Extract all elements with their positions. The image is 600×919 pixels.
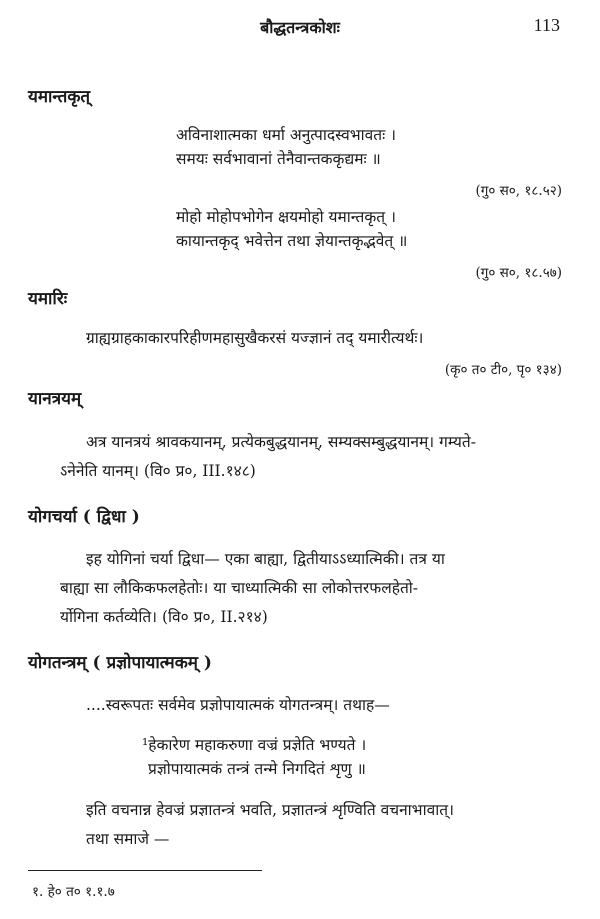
prose-line: ग्राह्यग्राहकाकारपरिहीणमहासुखैकरसं यज्ज्ञानं तद् यमारीत्यर्थः। <box>86 329 424 347</box>
headword-yogacharya: योगचर्या ( द्विधा ) <box>28 507 140 527</box>
citation: (कृ० त० टी०, पृ० १३४) <box>444 362 562 378</box>
prose-line: अत्र यानत्रयं श्रावकयानम्, प्रत्येकबुद्धयानम्, सम्यक्सम्बुद्धयानम्। गम्यते- <box>86 433 476 451</box>
verse-line: अविनाशात्मका धर्मा अनुत्पादस्वभावतः । <box>176 126 397 144</box>
citation: (गु० स०, १८.५२) <box>475 183 562 199</box>
prose-line: ऽनेनेति यानम्। (वि० प्र०, III.१४८) <box>60 462 256 480</box>
citation: (गु० स०, १८.५७) <box>475 265 562 281</box>
headword-yogatantram: योगतन्त्रम् ( प्रज्ञोपायात्मकम् ) <box>28 653 212 673</box>
footnote: १. हे० त० १.१.७ <box>32 884 115 900</box>
verse-line: प्रज्ञोपायात्मकं तन्त्रं तन्मे निगदितं शृणु ॥ <box>148 760 366 778</box>
headword-yamari: यमारिः <box>28 289 68 309</box>
prose-line: इति वचनान्न हेवज्रं प्रज्ञातन्त्रं भवति, प्रज्ञातन्त्रं शृण्विति वचनाभावात्। <box>86 801 454 819</box>
running-header: बौद्धतन्त्रकोशः <box>260 18 340 37</box>
verse-line: मोहो मोहोपभोगेन क्षयमोहो यमान्तकृत् । <box>176 208 396 226</box>
prose-line: बाह्या सा लौकिकफलहेतोः। या चाध्यात्मिकी सा लोकोत्तरफलहेतो- <box>60 579 419 597</box>
verse-line: कायान्तकृद् भवेत्तेन तथा ज्ञेयान्तकृद्भवेत् ॥ <box>176 232 408 250</box>
prose-line: र्योगिना कर्तव्येति। (वि० प्र०, II.२१४) <box>60 608 268 626</box>
verse-line: समयः सर्वभावानां तेनैवान्तककृद्यमः ॥ <box>176 150 381 168</box>
headword-yanatrayam: यानत्रयम् <box>28 389 82 409</box>
headword-yamantakrit: यमान्तकृत् <box>28 87 91 107</box>
prose-line: तथा समाजे — <box>86 830 170 848</box>
page-number: 113 <box>533 15 560 35</box>
prose-line: ....स्वरूपतः सर्वमेव प्रज्ञोपायात्मकं योगतन्त्रम्। तथाह— <box>86 696 390 714</box>
prose-line: इह योगिनां चर्या द्विधा— एका बाह्या, द्वितीयाऽऽध्यात्मिकी। तत्र या <box>86 550 445 568</box>
verse-line: ¹हेकारेण महाकरुणा वज्रं प्रज्ञेति भण्यते । <box>142 736 367 754</box>
footnote-rule <box>28 870 262 871</box>
